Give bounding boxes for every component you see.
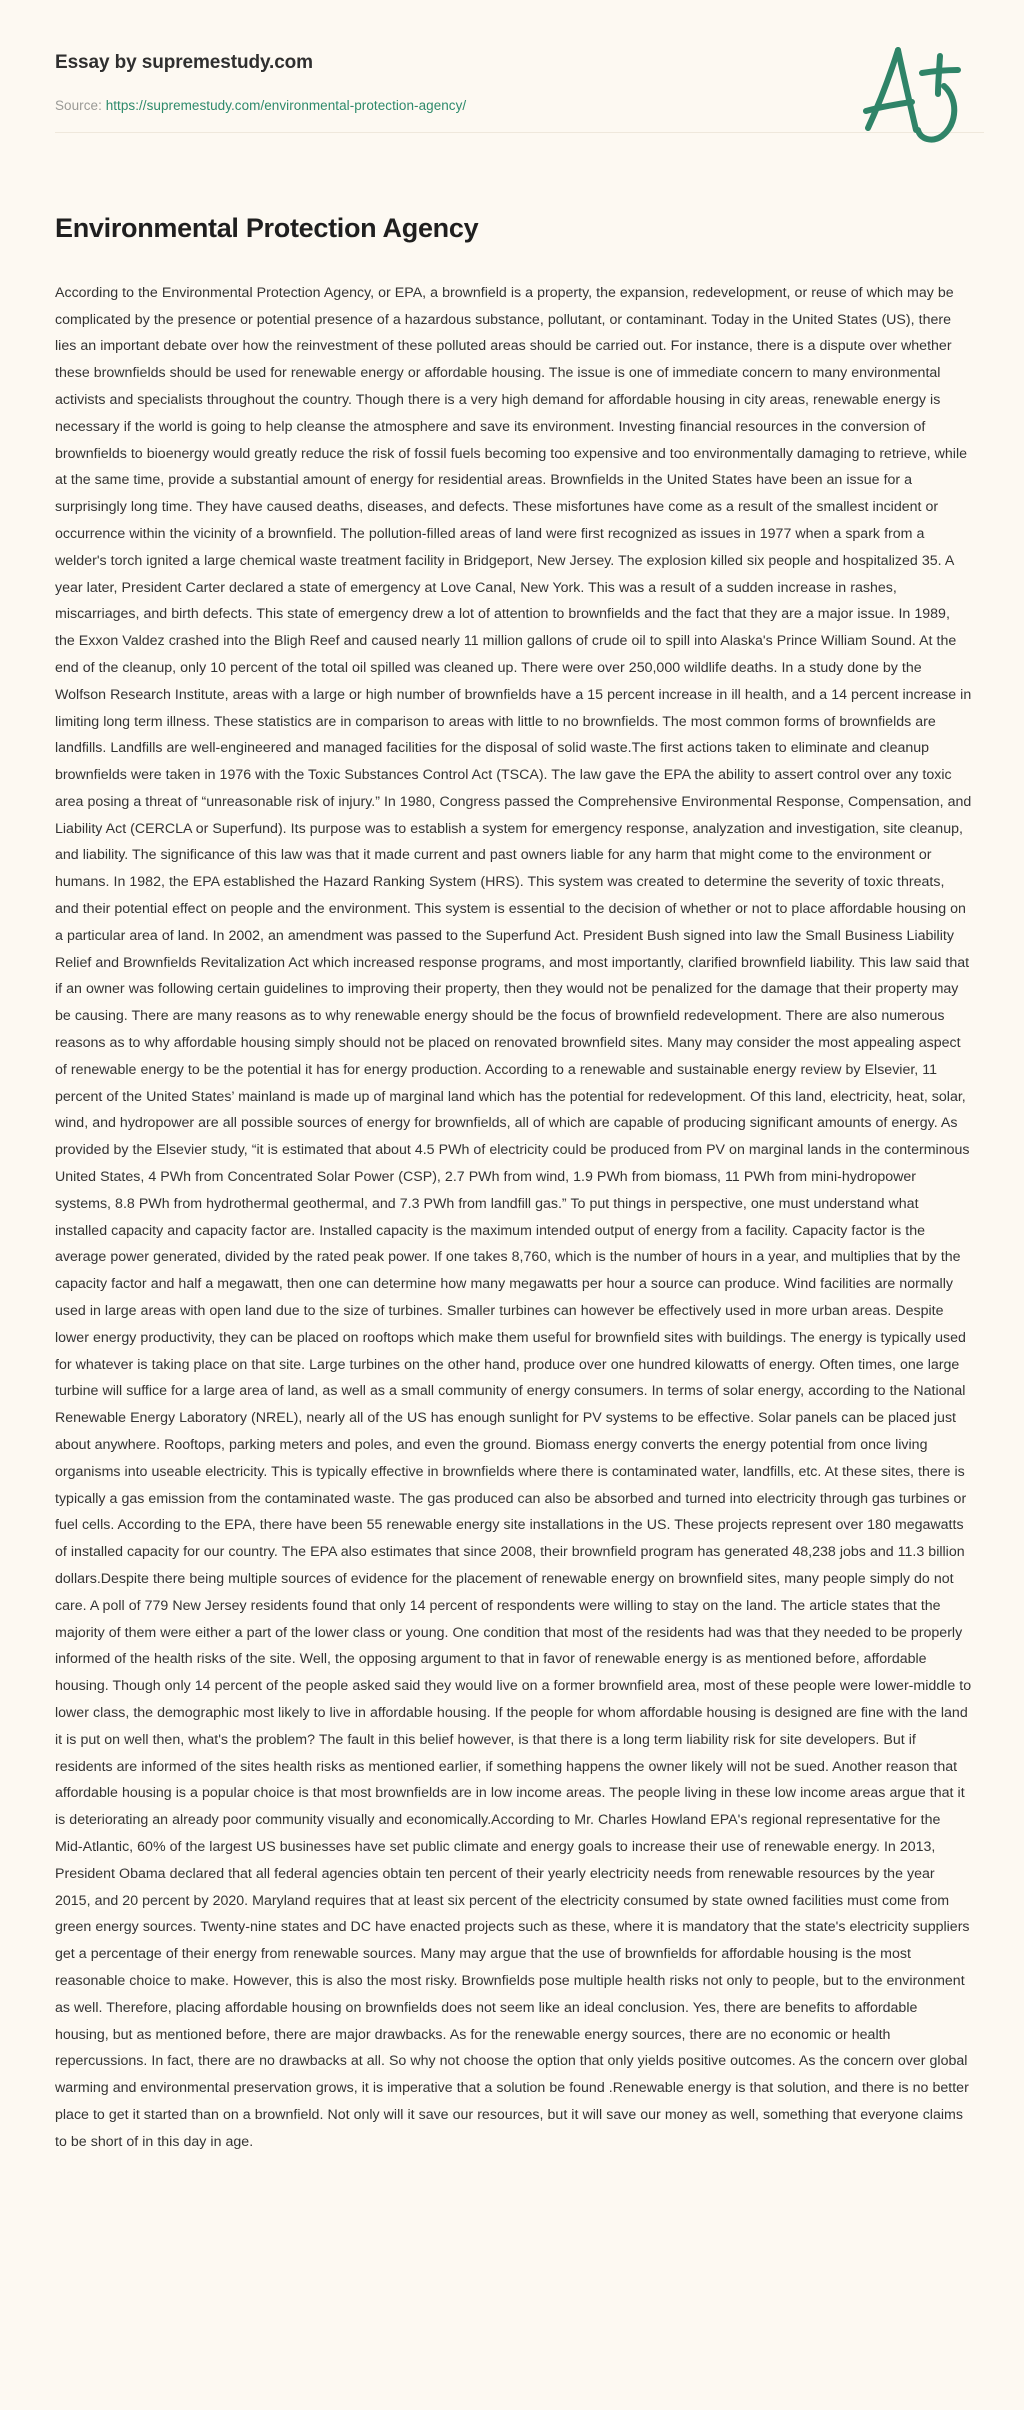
a-plus-logo-icon — [858, 42, 976, 146]
source-label: Source: — [55, 97, 102, 113]
source-url-link[interactable]: https://supremestudy.com/environmental-protection-agency/ — [105, 97, 467, 113]
article — [0, 168, 1024, 2216]
site-header — [0, 0, 1024, 168]
source-line — [55, 97, 984, 115]
article-paragraph: According to the Environmental Protection Agency, or EPA, a brownfield is a property, the expansion, redevelopment, or reuse of which may be complicated by the presence or potential presence of a hazardous substance, pollutant, or contaminant. Today in the United States (US), there lies an important debate over how the reinvestment of these polluted areas should be carried out. For instance, there is a dispute over whether these brownfields should be used for renewable energy or affordable housing. The issue is one of immediate concern to many environmental activists and specialists throughout the country. Though there is a very high demand for affordable housing in city areas, renewable energy is necessary if the world is going to help cleanse the atmosphere and save its environment. Investing financial resources in the conversion of brownfields to bioenergy would greatly reduce the risk of fossil fuels becoming too expensive and too environmentally damaging to retrieve, while at the same time, provide a substantial amount of energy for residential areas. Brownfields in the United States have been an issue for a surprisingly long time. They have caused deaths, diseases, and defects. These misfortunes have come as a result of the smallest incident or occurrence within the vicinity of a brownfield. The pollution-filled areas of land were first recognized as issues in 1977 when a spark from a welder's torch ignited a large chemical waste treatment facility in Bridgeport, New Jersey. The explosion killed six people and hospitalized 35. A year later, President Carter declared a state of emergency at Love Canal, New York. This was a result of a sudden increase in rashes, miscarriages, and birth defects. This state of emergency drew a lot of attention to brownfields and the fact that they are a major issue. In 1989, the Exxon Valdez crashed into the Bligh Reef and caused nearly 11 million gallons of crude oil to spill into Alaska's Prince William Sound. At the end of the cleanup, only 10 percent of the total oil spilled was cleaned up. There were over 250,000 wildlife deaths. In a study done by the Wolfson Research Institute, areas with a large or high number of brownfields have a 15 percent increase in ill health, and a 14 percent increase in limiting long term illness. These statistics are in comparison to areas with little to no brownfields. The most common forms of brownfields are landfills. Landfills are well-engineered and managed facilities for the disposal of solid waste.The first actions taken to eliminate and cleanup brownfields were taken in 1976 with the Toxic Substances Control Act (TSCA). The law gave the EPA the ability to assert control over any toxic area posing a threat of “unreasonable risk of injury.” In 1980, Congress passed the Comprehensive Environmental Response, Compensation, and Liability Act (CERCLA or Superfund). Its purpose was to establish a system for emergency response, analyzation and investigation, site cleanup, and liability. The significance of this law was that it made current and past owners liable for any harm that might come to the environment or humans. In 1982, the EPA established the Hazard Ranking System (HRS). This system was created to determine the severity of toxic threats, and their potential effect on people and the environment. This system is essential to the decision of whether or not to place affordable housing on a particular area of land. In 2002, an amendment was passed to the Superfund Act. President Bush signed into law the Small Business Liability Relief and Brownfields Revitalization Act which increased response programs, and most importantly, clarified brownfield liability. This law said that if an owner was following certain guidelines to improving their property, then they would not be penalized for the damage that their property may be causing. There are many reasons as to why renewable energy should be the focus of brownfield redevelopment. There are also numerous reasons as to why affordable housing simply should not be placed on renovated brownfield sites. Many may consider the most appealing aspect of renewable energy to be the potential it has for energy production. According to a renewable and sustainable energy review by Elsevier, 11 percent of the United States’ mainland is made up of marginal land which has the potential for redevelopment. Of this land, electricity, heat, solar, wind, and hydropower are all possible sources of energy for brownfields, all of which are capable of producing significant amounts of energy. As provided by the Elsevier study, “it is estimated that about 4.5 PWh of electricity could be produced from PV on marginal lands in the conterminous United States, 4 PWh from Concentrated Solar Power (CSP), 2.7 PWh from wind, 1.9 PWh from biomass, 11 PWh from mini-hydropower systems, 8.8 PWh from hydrothermal geothermal, and 7.3 PWh from landfill gas.” To put things in perspective, one must understand what installed capacity and capacity factor are. Installed capacity is the maximum intended output of energy from a facility. Capacity factor is the average power generated, divided by the rated peak power. If one takes 8,760, which is the number of hours in a year, and multiplies that by the capacity factor and half a megawatt, then one can determine how many megawatts per hour a source can produce. Wind facilities are normally used in large areas with open land due to the size of turbines. Smaller turbines can however be effectively used in more urban areas. Despite lower energy productivity, they can be placed on rooftops which make them useful for brownfield sites with buildings. The energy is typically used for whatever is taking place on that site. Large turbines on the other hand, produce over one hundred kilowatts of energy. Often times, one large turbine will suffice for a large area of land, as well as a small community of energy consumers. In terms of solar energy, according to the National Renewable Energy Laboratory (NREL), nearly all of the US has enough sunlight for PV systems to be effective. Solar panels can be placed just about anywhere. Rooftops, parking meters and poles, and even the ground. Biomass energy converts the energy potential from once living organisms into useable electricity. This is typically effective in brownfields where there is contaminated water, landfills, etc. At these sites, there is typically a gas emission from the contaminated waste. The gas produced can also be absorbed and turned into electricity through gas turbines or fuel cells. According to the EPA, there have been 55 renewable energy site installations in the US. These projects represent over 180 megawatts of installed capacity for our country. The EPA also estimates that since 2008, their brownfield program has generated 48,238 jobs and 11.3 billion dollars.Despite there being multiple sources of evidence for the placement of renewable energy on brownfield sites, many people simply do not care. A poll of 779 New Jersey residents found that only 14 percent of respondents were willing to stay on the land. The article states that the majority of them were either a part of the lower class or young. One condition that most of the residents had was that they needed to be properly informed of the health risks of the site. Well, the opposing argument to that in favor of renewable energy is as mentioned before, affordable housing. Though only 14 percent of the people asked said they would live on a former brownfield area, most of these people were lower-middle to lower class, the demographic most likely to live in affordable housing. If the people for whom affordable housing is designed are fine with the land it is put on well then, what's the problem? The fault in this belief however, is that there is a long term liability risk for site developers. But if residents are informed of the sites health risks as mentioned earlier, if something happens the owner likely will not be sued. Another reason that affordable housing is a popular choice is that most brownfields are in low income areas. The people living in these low income areas argue that it is deteriorating an already poor community visually and economically.According to Mr. Charles Howland EPA's regional representative for the Mid-Atlantic, 60% of the largest US businesses have set public climate and energy goals to increase their use of renewable energy. In 2013, President Obama declared that all federal agencies obtain ten percent of their yearly electricity needs from renewable resources by the year 2015, and 20 percent by 2020. Maryland requires that at least six percent of the electricity consumed by state owned facilities must come from green energy sources. Twenty-nine states and DC have enacted projects such as these, where it is mandatory that the state's electricity suppliers get a percentage of their energy from renewable sources. Many may argue that the use of brownfields for affordable housing is the most reasonable choice to make. However, this is also the most risky. Brownfields pose multiple health risks not only to people, but to the environment as well. Therefore, placing affordable housing on brownfields does not seem like an ideal conclusion. Yes, there are benefits to affordable housing, but as mentioned before, there are major drawbacks. As for the renewable energy sources, there are no economic or health repercussions. In fact, there are no drawbacks at all. So why not choose the option that only yields positive outcomes. As the concern over global warming and environmental preservation grows, it is imperative that a solution be found .Renewable energy is that solution, and there is no better place to get it started than on a brownfield. Not only will it save our resources, but it will save our money as well, something that everyone claims to be short of in this day in age. — [55, 284, 972, 2150]
page-title: Environmental Protection Agency — [55, 213, 479, 243]
brand-title: Essay by supremestudy.com — [55, 52, 313, 73]
header-divider — [55, 132, 984, 133]
article-body — [55, 280, 972, 2156]
